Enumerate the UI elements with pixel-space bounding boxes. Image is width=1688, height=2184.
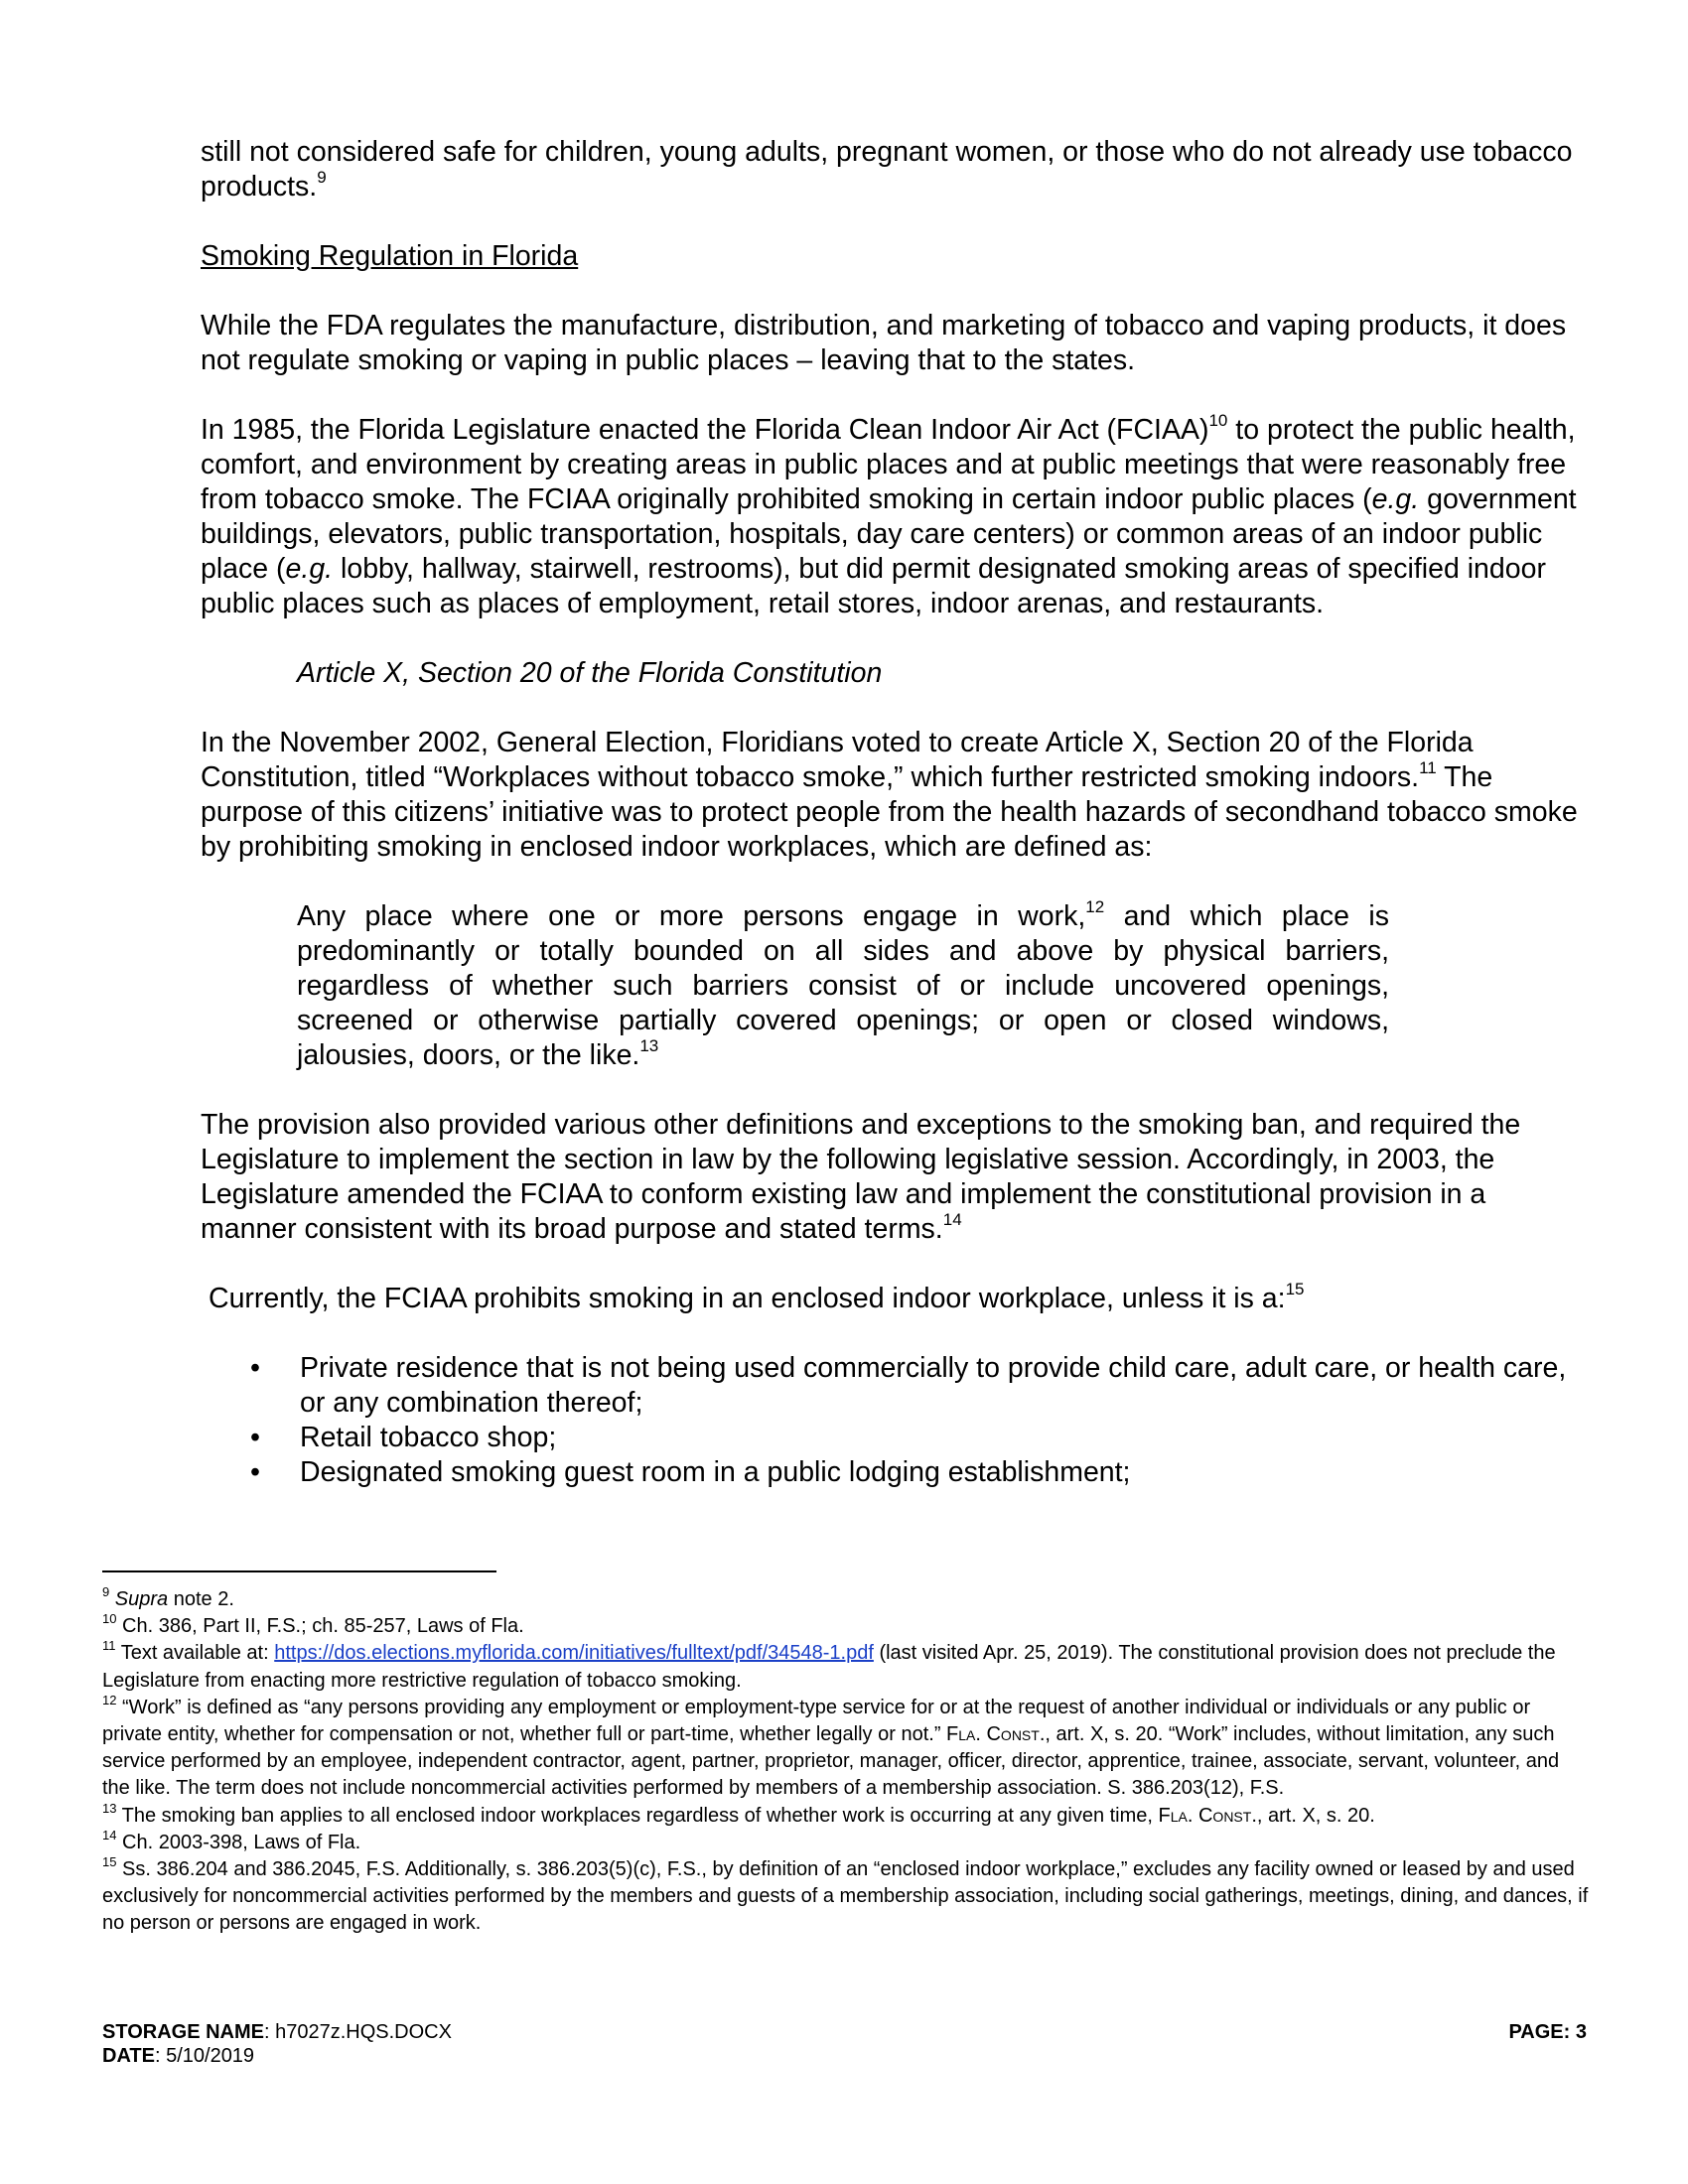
footnote-12: $^{12}$ “Work” is defined as “any persons providing any employment or employment-type service for or at the request of another individual or individuals or any public or private entity, whether for compensation or not, whether full or part-time, whether legally or not.” Fla. Const., art. X, s. 20. “Work” includes, without limitation, any such service performed by an employee, independent contractor, agent, partner, proprietor, manager, officer, director, apprentice, trainee, associate, servant, volunteer, and the like. The term does not include noncommercial activities performed by members of a membership association. S. 386.203(12), F.S. (102, 1692, 1560, 1800)
page-number: PAGE: 3 (1508, 2021, 1587, 2043)
list-item: • Private residence that is not being used commercially to provide child care, adult care, or health care, or any combination thereof; (250, 1352, 1567, 1419)
footnotes (102, 1586, 1592, 1938)
paragraph-fciaa: In 1985, the Florida Legislature enacted the Florida Clean Indoor Air Act (FCIAA)$^{10}$ to protect the public health, comfort, and environment by creating areas in public places and at public meetings that were reasonably free from tobacco smoke. The FCIAA originally prohibited smoking in certain indoor public places (e.g. government buildings, elevators, public transportation, hospitals, day care centers) or common areas of an indoor public place (e.g. lobby, hallway, stairwell, restrooms), but did permit designated smoking areas of specified indoor public places such as places of employment, retail stores, indoor arenas, and restaurants. (201, 411, 1577, 619)
footnote-15: $^{15}$ Ss. 386.204 and 386.2045, F.S. Additionally, s. 386.203(5)(c), F.S., by definition of an “enclosed indoor workplace,” excludes any facility owned or leased by and used exclusively for noncommercial activities performed by the members and guests of a membership association, including social gatherings, meetings, dining, and dances, if no person or persons are engaged in work. (102, 1854, 1589, 1935)
subsection-heading: Article X, Section 20 of the Florida Constitution (297, 657, 883, 689)
footnote-14: $^{14}$ Ch. 2003-398, Laws of Fla. (102, 1827, 361, 1853)
footnote-ref-13[interactable]: 13 (639, 1036, 659, 1055)
bullet-icon: • (250, 1422, 260, 1453)
footnote-ref-15[interactable]: 15 (1285, 1280, 1305, 1298)
page-footer (102, 2020, 1587, 2068)
paragraph-fda: While the FDA regulates the manufacture, distribution, and marketing of tobacco and vaping products, it does not regulate smoking or vaping in public places – leaving that to the states. (201, 310, 1567, 376)
paragraph-safety: still not considered safe for children, young adults, pregnant women, or those who do not already use tobacco products.$^9$ (201, 136, 1573, 203)
footnote-ref-10[interactable]: 10 (1208, 411, 1228, 430)
bullet-icon: • (250, 1456, 260, 1488)
definition-quote: Any place where one or more persons engage in work,$^{12}$ and which place is predominantly or totally bounded on all sides and above by physical barriers, regardless of whether such barriers consist of or include uncovered openings, screened or otherwise partially covered openings; or open or closed windows, jalousies, doors, or the like.$^{13}$ (297, 897, 1389, 1071)
storage-name: STORAGE NAME: h7027z.HQS.DOCX (102, 2021, 452, 2043)
paragraph-provision: The provision also provided various other definitions and exceptions to the smoking ban, and required the Legislature to implement the section in law by the following legislative session. Accordingly, in 2003, the Legislature amended the FCIAA to conform existing law and implement the constitutional provision in a manner consistent with its broad purpose and stated terms.$^{14}$ (201, 1109, 1521, 1245)
footnote-ref-11[interactable]: 11 (1419, 758, 1437, 777)
list-item: • Designated smoking guest room in a public lodging establishment; (250, 1456, 1131, 1488)
footnote-13: $^{13}$ The smoking ban applies to all enclosed indoor workplaces regardless of whether work is occurring at any given time, Fla. Const., art. X, s. 20. (102, 1800, 1375, 1827)
footnote-10: $^{10}$ Ch. 386, Part II, F.S.; ch. 85-257, Laws of Fla. (102, 1611, 524, 1638)
footnote-11: $^{11}$ Text available at: https://dos.elections.myflorida.com/initiatives/fulltext/pdf/34548-1.pdf (last visited Apr. 25, 2019). The constitutional provision does not preclude the Legislature from enacting more restrictive regulation of tobacco smoking. (102, 1638, 1556, 1692)
paragraph-currently: Currently, the FCIAA prohibits smoking in an enclosed indoor workplace, unless it is a:$^{15}$ (209, 1280, 1305, 1314)
bullet-icon: • (250, 1352, 260, 1384)
footnote-9: $^9$ Supra note 2. (102, 1584, 234, 1610)
paragraph-article-x: In the November 2002, General Election, Floridians voted to create Article X, Section 20 of the Florida Constitution, titled “Workplaces without tobacco smoke,” which further restricted smoking indoors.$^{11}$ The purpose of this citizens’ initiative was to protect people from the health hazards of secondhand tobacco smoke by prohibiting smoking in enclosed indoor workplaces, which are defined as: (201, 727, 1578, 863)
initiative-pdf-link[interactable]: https://dos.elections.myflorida.com/initiatives/fulltext/pdf/34548-1.pdf (274, 1642, 874, 1665)
footnote-ref-9[interactable]: 9 (317, 168, 327, 187)
list-item: • Retail tobacco shop; (250, 1422, 557, 1453)
footnote-divider (102, 1570, 496, 1572)
document-date: DATE: 5/10/2019 (102, 2045, 255, 2067)
footnote-ref-14[interactable]: 14 (942, 1210, 962, 1229)
footnote-ref-12[interactable]: 12 (1085, 897, 1105, 916)
exceptions-list (201, 1351, 1586, 1490)
section-heading: Smoking Regulation in Florida (201, 240, 579, 272)
body-text (201, 135, 1586, 1490)
